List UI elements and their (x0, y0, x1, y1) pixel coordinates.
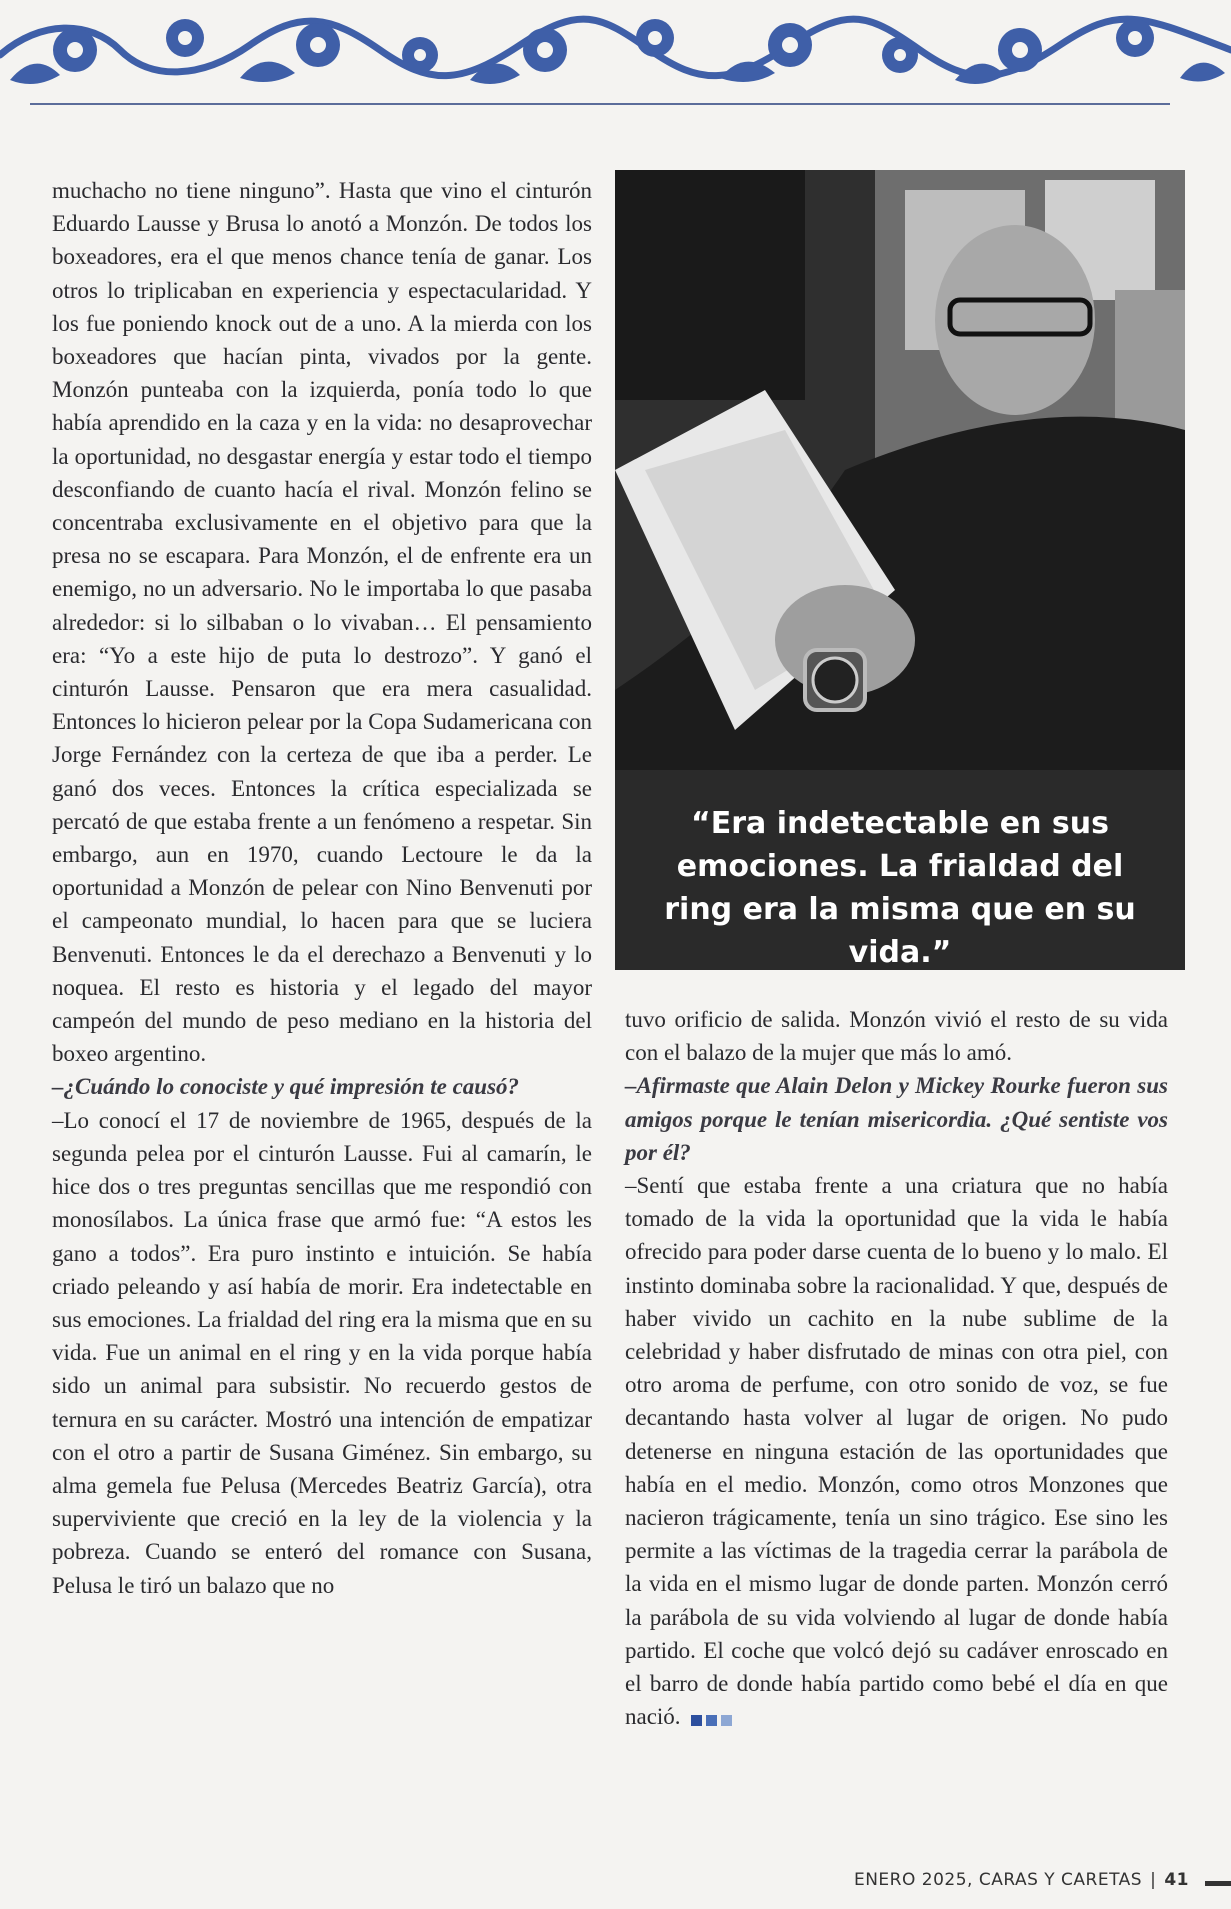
floral-border-ornament (0, 0, 1231, 100)
body-paragraph: –Lo conocí el 17 de noviembre de 1965, después de la segunda pelea por el cinturón Lausse. Fui al camarín, le hice dos o tres preguntas sencillas que me respondió con monosílabos. La única frase que armó fue: “A estos les gano a todos”. Era puro instinto e intuición. Se había criado peleando y así había de morir. Era indetectable en sus emociones. La frialdad del ring era la misma que en su vida. Fue un animal en el ring y en la vida porque había sido un animal para subsistir. No recuerdo gestos de ternura en su carácter. Mostró una intención de empatizar con el otro a partir de Susana Giménez. Sin embargo, su alma gemela fue Pelusa (Mercedes Beatriz García), otra superviviente que creció en la ley de la violencia y la pobreza. Cuando se enteró del romance con Susana, Pelusa le tiró un balazo que no (52, 1107, 592, 1598)
end-square (721, 1715, 732, 1726)
closing-paragraph-text: –Sentí que estaba frente a una criatura que no había tomado de la vida la oportunidad que la vida le había ofrecido para poder darse cuenta de lo bueno y lo malo. El instinto dominaba sobre la racionalidad. Y que, después de haber vivido un cachito en la nube sublime de la celebridad y haber disfrutado de minas con otra piel, con otro aroma de perfume, con otro sonido de voz, se fue decantando hasta volver al lugar de origen. No pudo detenerse en ninguna estación de las oportunidades que había en el medio. Monzón, como otros Monzones que nacieron trágicamente, tenía un sino trágico. Ese sino les permite a las víctimas de la tragedia cerrar la parábola de la vida en el mismo lugar de donde parten. Monzón cerró la parábola de su vida volviendo al lugar de donde había partido. El coche que volcó dejó su cadáver enroscado en el barro de donde había partido como bebé el día en que nació. (625, 1173, 1168, 1730)
photo-pull-quote: “Era indetectable en sus emociones. La frialdad del ring era la misma que en su vida.” (664, 806, 1136, 970)
interview-question: –Afirmaste que Alain Delon y Mickey Rourke fueron sus amigos porque le tenían misericordia. ¿Qué sentiste vos por él? (625, 1073, 1168, 1165)
end-square (706, 1715, 717, 1726)
interview-question: –¿Cuándo lo conociste y qué impresión te causó? (52, 1074, 520, 1100)
issue-label: ENERO 2025, CARAS Y CARETAS (853, 1870, 1143, 1890)
page-number: 41 (1164, 1870, 1189, 1890)
right-column (625, 1003, 1168, 1736)
header-rule (30, 103, 1170, 105)
body-paragraph (625, 1169, 1168, 1736)
left-column (52, 174, 592, 1602)
portrait-photo (615, 170, 1185, 970)
end-square (691, 1715, 702, 1726)
body-paragraph: muchacho no tiene ninguno”. Hasta que vino el cinturón Eduardo Lausse y Brusa lo anotó a Monzón. De todos los boxeadores, era el que menos chance tenía de ganar. Los otros lo triplicaban en experiencia y espectacularidad. Y los fue poniendo knock out de a uno. A la mierda con los boxeadores que hacían pinta, vivados por la gente. Monzón punteaba con la izquierda, ponía todo lo que había aprendido en la caza y en la vida: no desaprovechar la oportunidad, no desgastar energía y estar todo el tiempo desconfiando de cuanto hacía el rival. Monzón felino se concentraba exclusivamente en el objetivo para que la presa no se escapara. Para Monzón, el de enfrente era un enemigo, no un adversario. No le importaba lo que pasaba alrededor: si lo silbaban o lo vivaban… El pensamiento era: “Yo a este hijo de puta lo destrozo”. Y ganó el cinturón Lausse. Pensaron que era mera casualidad. Entonces lo hicieron pelear por la Copa Sudamericana con Jorge Fernández con la certeza de que iba a perder. Le ganó dos veces. Entonces la crítica especializada se percató de que estaba frente a un fenómeno a respetar. Sin embargo, aun en 1970, cuando Lectoure le da la oportunidad a Monzón de pelear con Nino Benvenuti por el campeonato mundial, lo hacen para que se luciera Benvenuti. Entonces le da el derechazo a Benvenuti y lo noquea. El resto es historia y el legado del mayor campeón del mundo de peso mediano en la historia del boxeo argentino. (52, 178, 592, 1067)
end-of-article-mark (691, 1702, 736, 1735)
page-footer (854, 1870, 1189, 1890)
page-edge-tab (1205, 1881, 1231, 1886)
footer-separator: | (1150, 1870, 1157, 1890)
body-paragraph: tuvo orificio de salida. Monzón vivió el resto de su vida con el balazo de la mujer que más lo amó. (625, 1007, 1168, 1066)
